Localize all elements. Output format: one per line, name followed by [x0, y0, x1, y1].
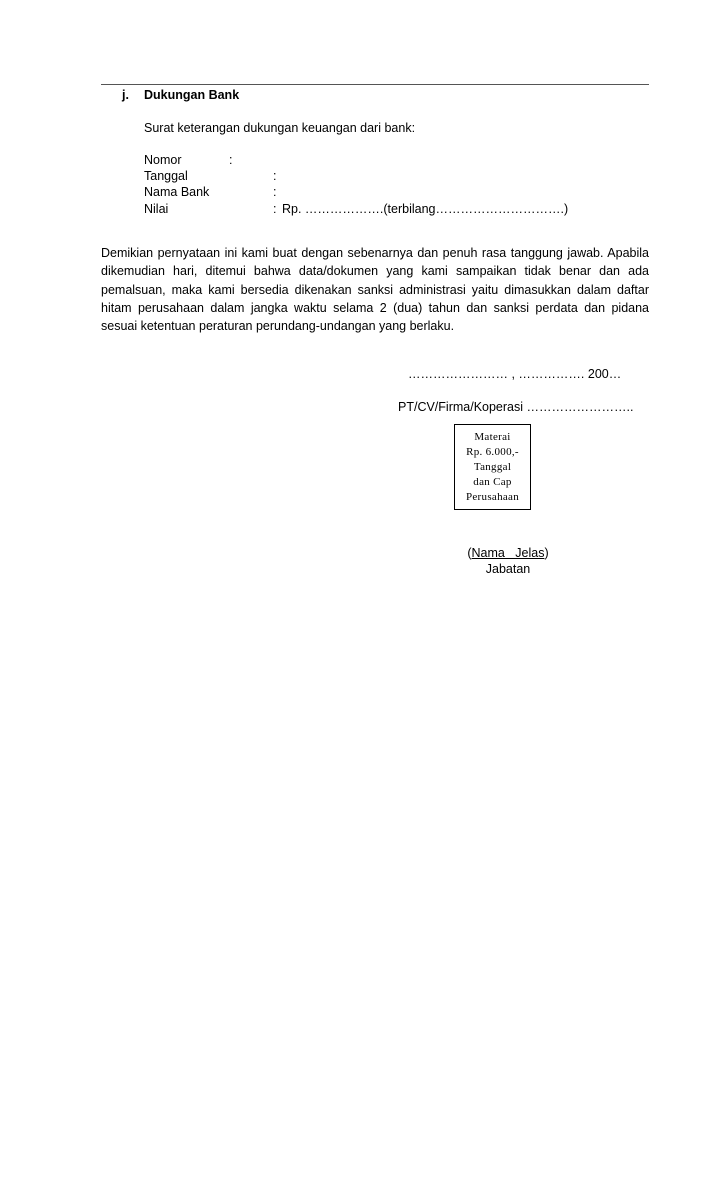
signatory-name-text: Nama Jelas: [471, 546, 545, 560]
statement-paragraph: Demikian pernyataan ini kami buat dengan sebenarnya dan penuh rasa tanggung jawab. Apabila dikemudian hari, ditemui bahwa data/dokumen yang kami sampaikan tidak benar dan ada pemalsuan, maka kami bersedia dikenakan sanksi administrasi yaitu dimasukkan dalam daftar hitam perusahaan dalam jangka waktu selama 2 (dua) tahun dan sanksi perdata dan pidana sesuai ketentuan peraturan perundang-undangan yang berlaku.: [101, 246, 649, 334]
signatory-name: [448, 545, 568, 561]
field-colon-nama-bank: :: [273, 185, 277, 199]
field-label-nama-bank: Nama Bank: [144, 185, 210, 199]
stamp-line-materai: Materai: [474, 431, 511, 443]
place-date-line: …………………… , ……………. 200…: [408, 367, 622, 381]
stamp-line-dan-cap: dan Cap: [473, 476, 512, 488]
field-colon-nilai: :: [273, 202, 277, 216]
stamp-line-tanggal: Tanggal: [473, 461, 512, 473]
company-line: PT/CV/Firma/Koperasi ……………………..: [398, 400, 634, 414]
bank-support-intro: Surat keterangan dukungan keuangan dari bank:: [144, 121, 416, 135]
header-rule: [101, 84, 649, 85]
field-value-nilai: Rp. ……………….(terbilang………………………….): [282, 202, 569, 216]
field-colon-nomor: :: [229, 153, 233, 167]
field-label-nomor: Nomor: [144, 153, 182, 167]
signatory-open-paren: (: [467, 546, 472, 560]
stamp-line-amount: Rp. 6.000,-: [466, 446, 519, 458]
field-label-tanggal: Tanggal: [144, 169, 188, 183]
field-colon-tanggal: :: [273, 169, 277, 183]
section-marker: j.: [122, 88, 129, 102]
stamp-line-perusahaan: Perusahaan: [465, 491, 520, 503]
section-title: Dukungan Bank: [144, 88, 240, 102]
field-label-nilai: Nilai: [144, 202, 169, 216]
signatory-position: Jabatan: [485, 562, 531, 576]
signatory-close-paren: ): [544, 546, 549, 560]
stamp-duty-box: [454, 424, 531, 510]
